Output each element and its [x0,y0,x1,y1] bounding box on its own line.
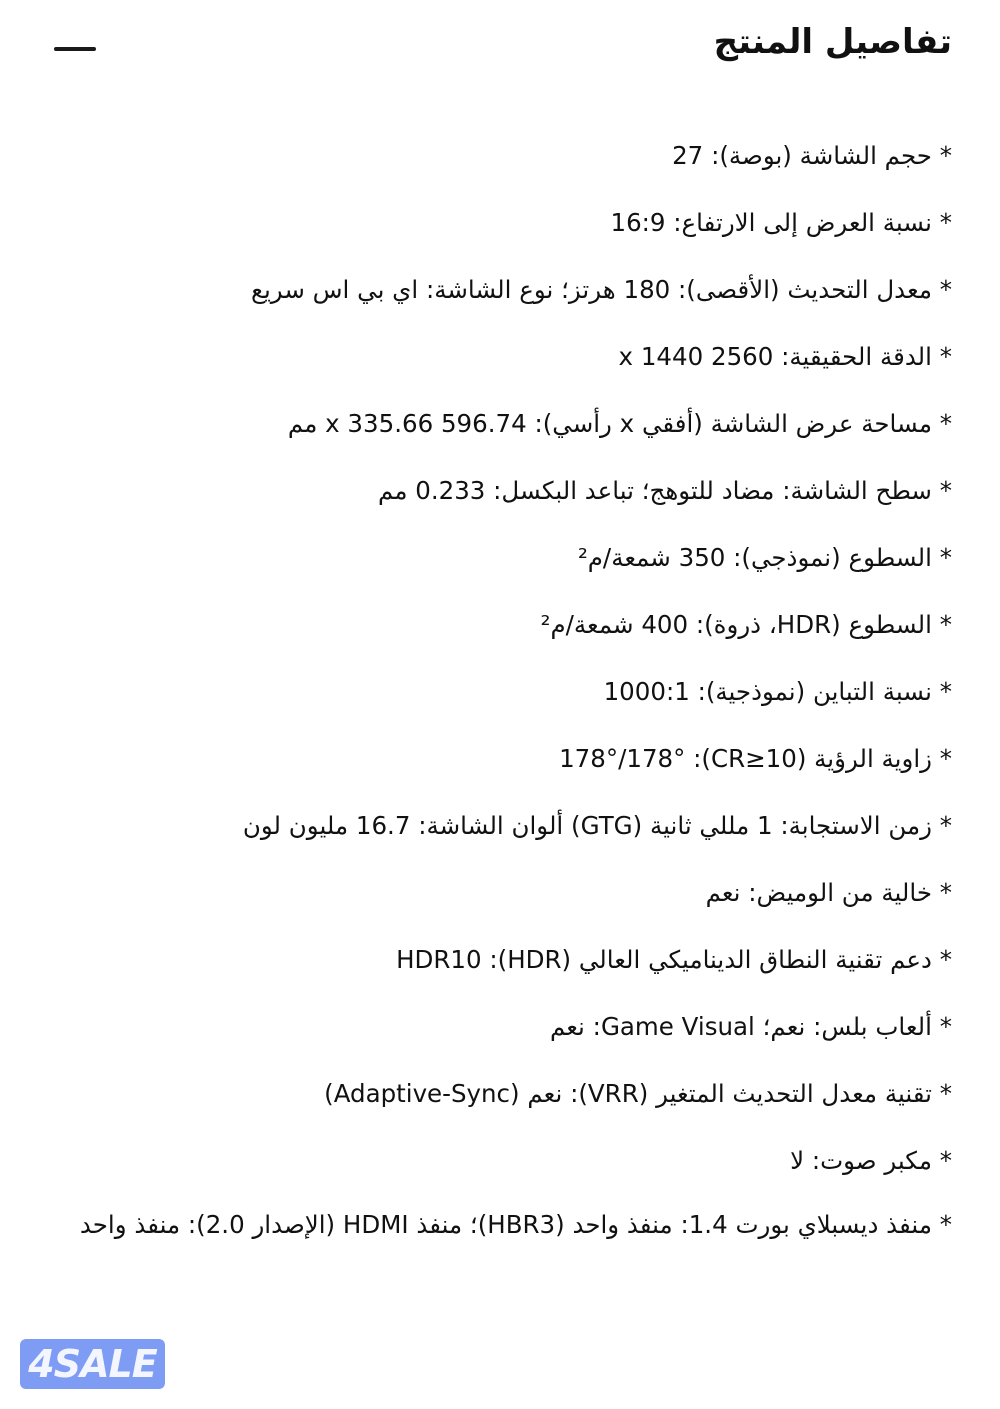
spec-refresh-rate-panel: * معدل التحديث (الأقصى): 180 هرتز؛ نوع الشاشة: اي بي اس سريع [250,275,952,304]
spec-resolution: * الدقة الحقيقية: 2560 x 1440 [618,342,952,371]
spec-surface-pixel-pitch: * سطح الشاشة: مضاد للتوهج؛ تباعد البكسل: 0.233 مم [378,476,952,505]
spec-contrast-ratio: * نسبة التباين (نموذجية): 1000:1 [603,677,952,706]
spec-brightness-hdr: * السطوع (HDR، ذروة): 400 شمعة/م² [540,610,952,639]
watermark-text: 4SALE [28,1342,157,1386]
spec-response-time-colors: * زمن الاستجابة: 1 مللي ثانية (GTG) ألوان الشاشة: 16.7 مليون لون [242,811,952,840]
spec-speaker: * مكبر صوت: لا [790,1146,952,1175]
spec-hdr-support: * دعم تقنية النطاق الديناميكي العالي (HDR): HDR10 [396,945,952,974]
minus-icon [54,47,96,51]
spec-aspect-ratio: * نسبة العرض إلى الارتفاع: 16:9 [610,208,952,237]
spec-vrr: * تقنية معدل التحديث المتغير (VRR): نعم (Adaptive-Sync) [324,1079,952,1108]
spec-display-area: * مساحة عرض الشاشة (أفقي x رأسي): 596.74 x 335.66 مم [287,409,952,438]
spec-screen-size: * حجم الشاشة (بوصة): 27 [672,141,952,170]
spec-ports: * منفذ ديسبلاي بورت 1.4: منفذ واحد (HBR3)؛ منفذ HDMI (الإصدار 2.0): منفذ واحد [79,1210,952,1239]
spec-flicker-free: * خالية من الوميض: نعم [705,878,952,907]
product-details-header [0,0,1000,100]
collapse-button[interactable] [54,40,96,56]
spec-list [72,138,952,1270]
spec-gameplus: * ألعاب بلس: نعم؛ Game Visual: نعم [549,1012,952,1041]
watermark-logo [20,1339,165,1389]
spec-viewing-angle: * زاوية الرؤية (CR≥10): 178°/178° [559,744,952,773]
page-title: تفاصيل المنتج [713,22,952,62]
spec-brightness-typical: * السطوع (نموذجي): 350 شمعة/م² [577,543,952,572]
